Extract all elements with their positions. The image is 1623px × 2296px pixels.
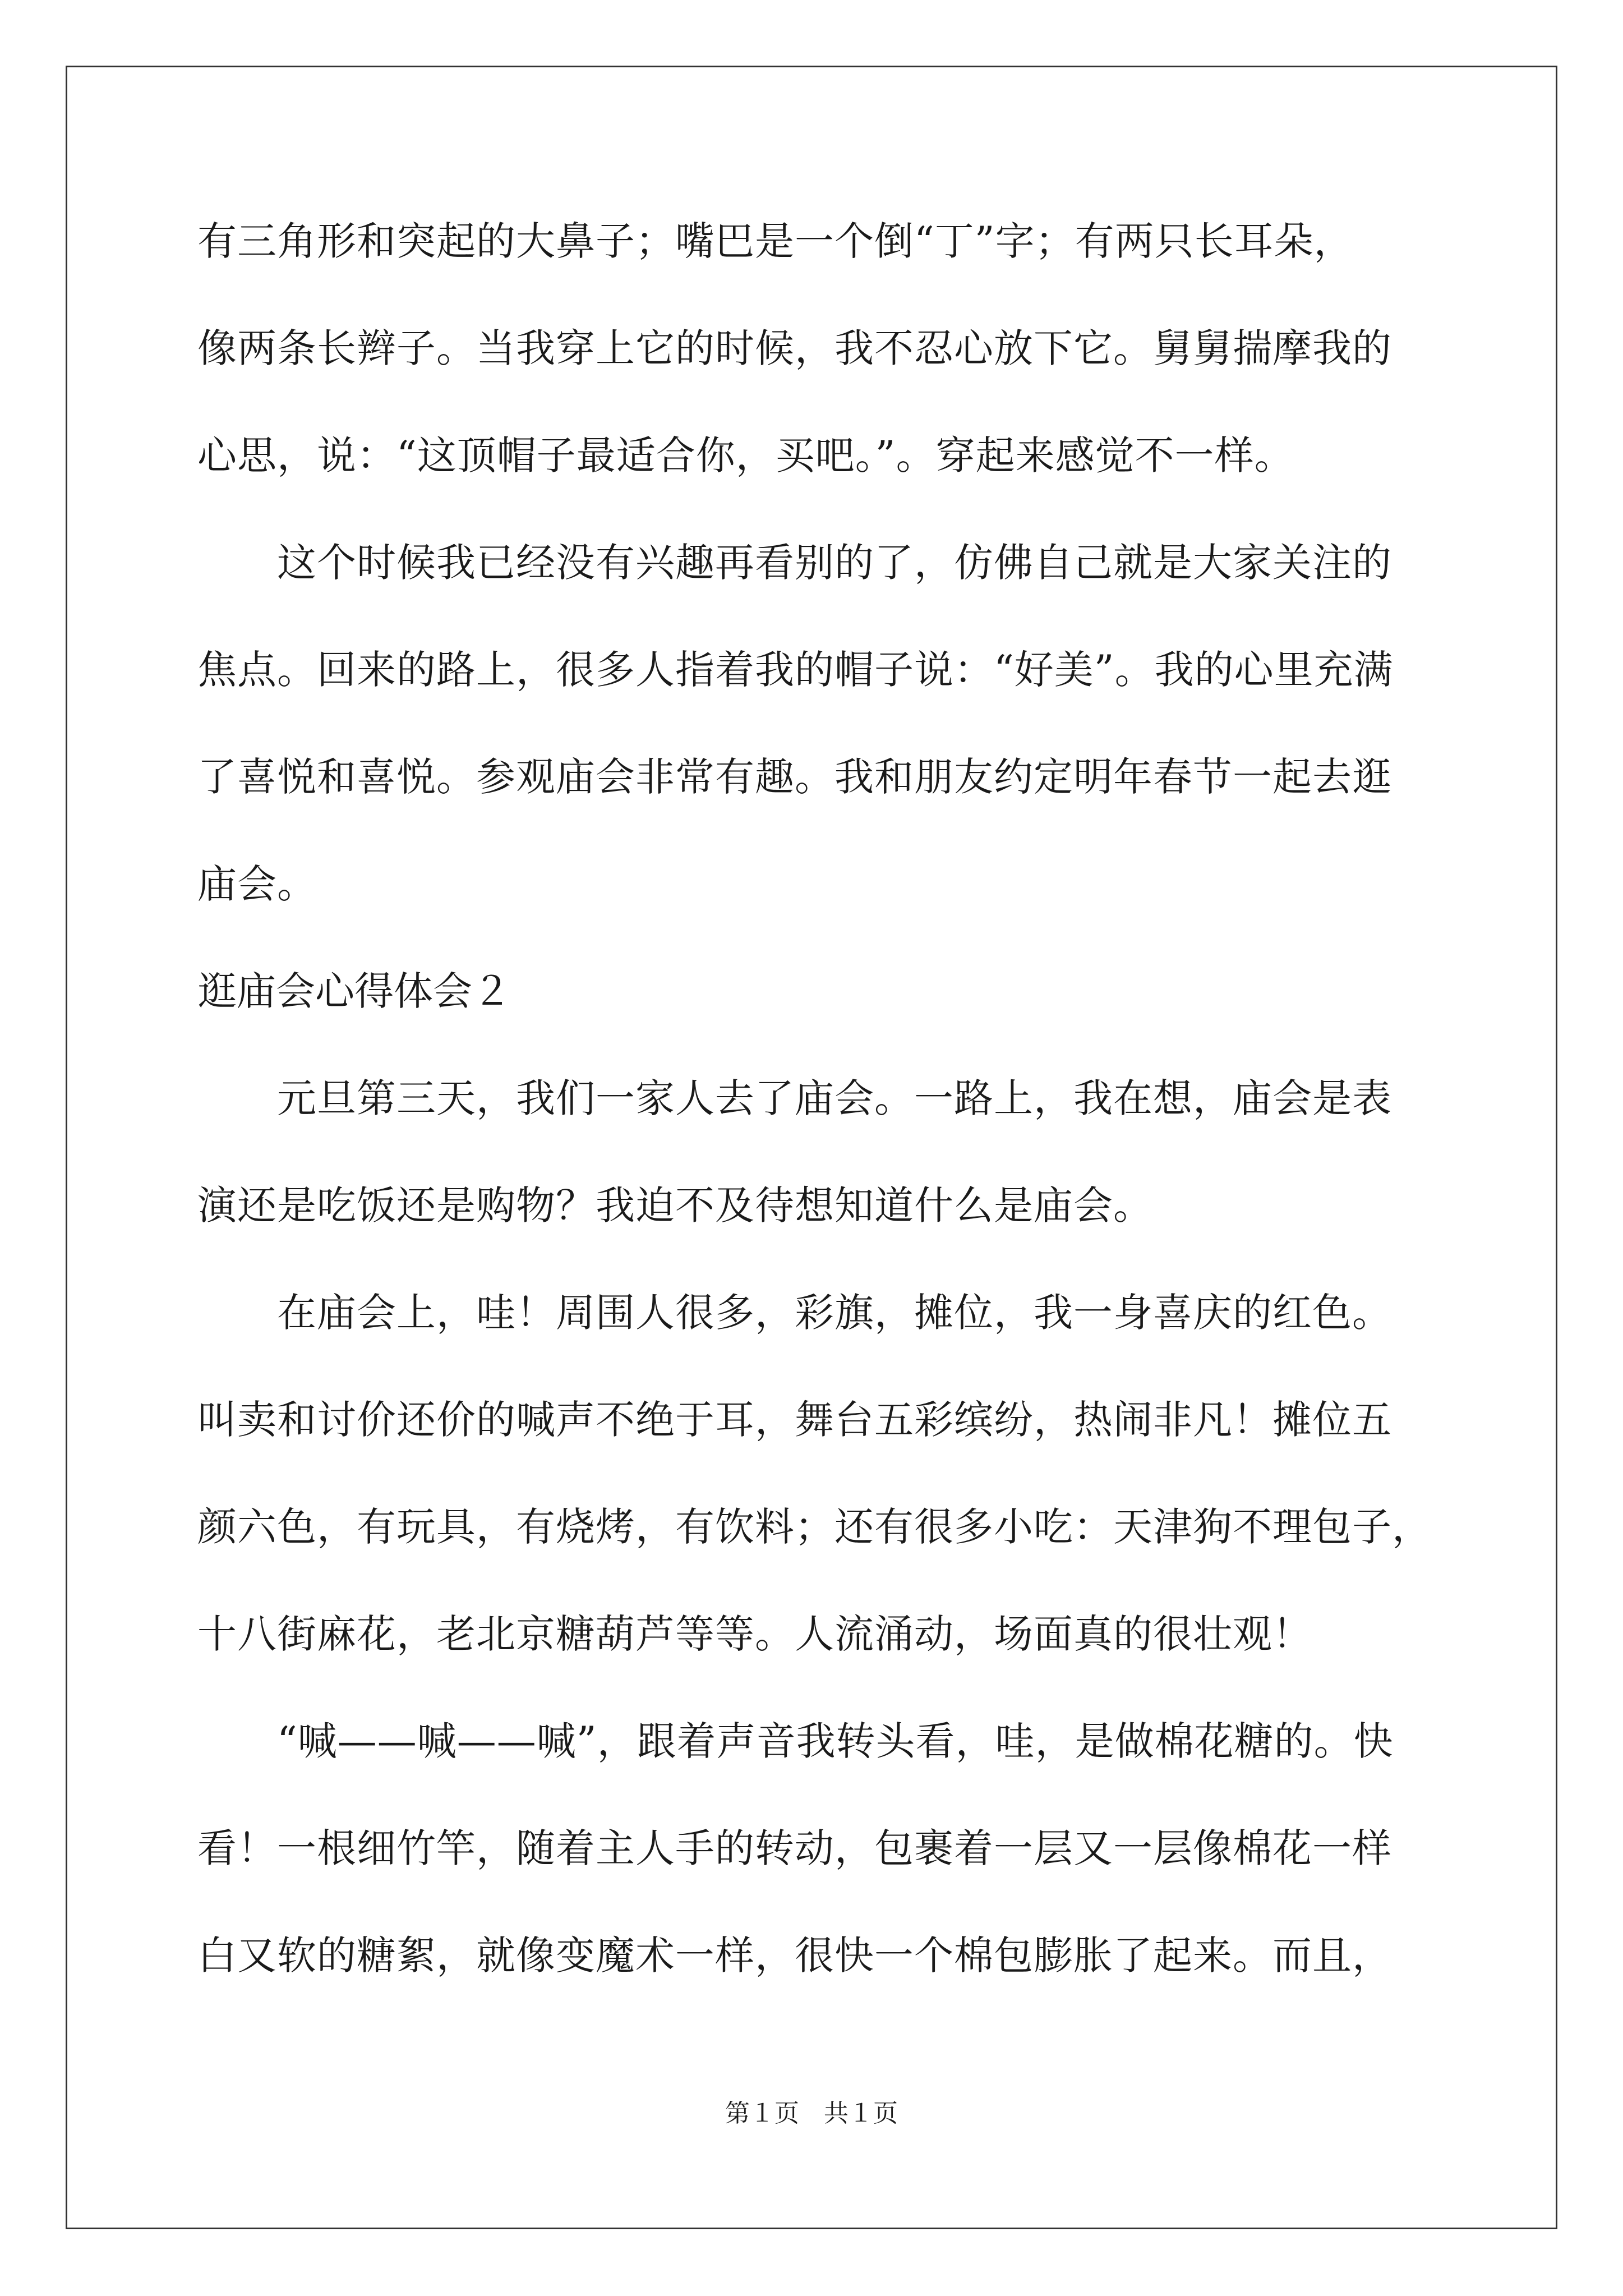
text-line: 心思，说：“这顶帽子最适合你，买吧。”。穿起来感觉不一样。 bbox=[197, 432, 1294, 478]
text-line: 焦点。回来的路上，很多人指着我的帽子说：“好美”。我的心里充满 bbox=[197, 647, 1394, 693]
text-line: 有三角形和突起的大鼻子；嘴巴是一个倒“丁”字；有两只长耳朵， bbox=[197, 218, 1354, 264]
document-body bbox=[197, 208, 1448, 2029]
text-line: 叫卖和讨价还价的喊声不绝于耳，舞台五彩缤纷，热闹非凡！摊位五 bbox=[197, 1397, 1392, 1443]
text-line: 像两条长辫子。当我穿上它的时候，我不忍心放下它。舅舅揣摩我的 bbox=[197, 325, 1392, 371]
text-line: 演还是吃饭还是购物？我迫不及待想知道什么是庙会。 bbox=[197, 1182, 1153, 1228]
page-number-footer: 第１页 共１页 bbox=[725, 2099, 898, 2128]
section-heading: 逛庙会心得体会２ bbox=[197, 968, 511, 1014]
text-line: 在庙会上，哇！周围人很多，彩旗，摊位，我一身喜庆的红色。 bbox=[197, 1290, 1392, 1336]
text-line: 了喜悦和喜悦。参观庙会非常有趣。我和朋友约定明年春节一起去逛 bbox=[197, 754, 1392, 800]
text-line: 这个时候我已经没有兴趣再看别的了，仿佛自己就是大家关注的 bbox=[197, 540, 1392, 586]
text-line: 元旦第三天，我们一家人去了庙会。一路上，我在想，庙会是表 bbox=[197, 1075, 1392, 1121]
text-line: 看！一根细竹竿，随着主人手的转动，包裹着一层又一层像棉花一样 bbox=[197, 1825, 1392, 1871]
text-line: 颜六色，有玩具，有烧烤，有饮料；还有很多小吃：天津狗不理包子， bbox=[197, 1504, 1432, 1550]
text-line: 庙会。 bbox=[197, 861, 317, 907]
text-line: 白又软的糖絮，就像变魔术一样，很快一个棉包膨胀了起来。而且， bbox=[197, 1932, 1392, 1978]
text-line: “喊——喊——喊”，跟着声音我转头看，哇，是做棉花糖的。快 bbox=[197, 1718, 1394, 1764]
text-line: 十八街麻花，老北京糖葫芦等等。人流涌动，场面真的很壮观！ bbox=[197, 1611, 1312, 1657]
